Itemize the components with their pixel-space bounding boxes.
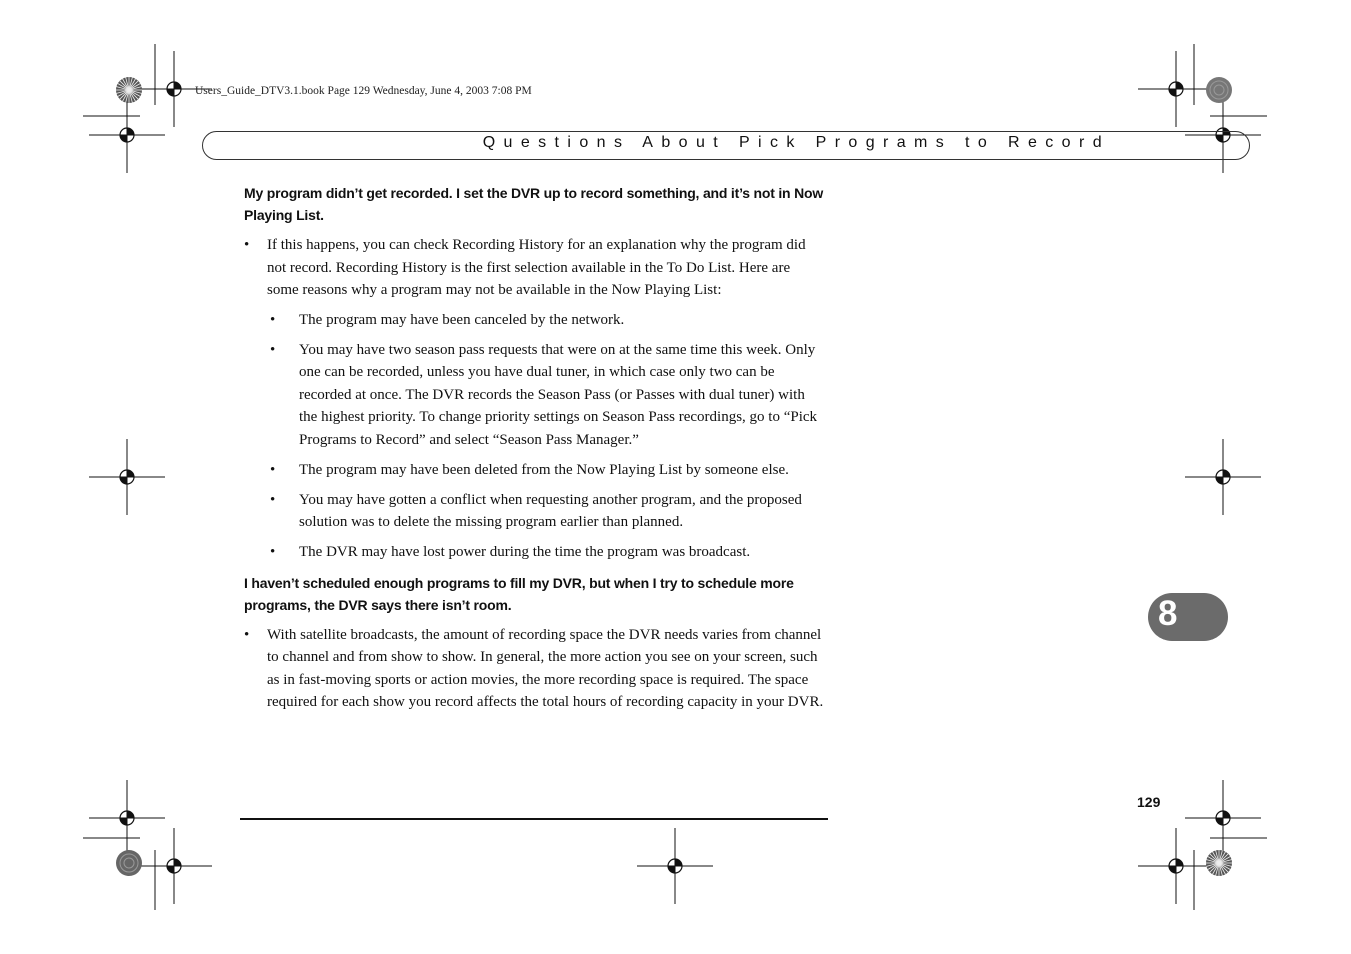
bullet-icon: •	[270, 461, 276, 478]
bullet-text: If this happens, you can check Recording History for an explanation why the program did not record. Recording History is the first selection available in the To Do List. Here are some reasons why a program may not be available in the Now Playing List:	[267, 237, 806, 298]
sub-list-item	[244, 541, 824, 564]
bullet-text: With satellite broadcasts, the amount of recording space the DVR needs varies from channel to channel and from show to show. In general, the more action you see on your screen, such as in fast-moving sports or action movies, the more recording space is required. The space required for each show you record affects the total hours of recording capacity in your DVR.	[267, 626, 824, 710]
starburst-icon	[1206, 77, 1232, 103]
sub-list-item	[244, 309, 824, 332]
crosshair-icon	[1138, 51, 1214, 127]
starburst-icon	[116, 77, 142, 103]
crosshair-icon	[637, 828, 713, 904]
crosshair-icon	[1185, 780, 1261, 856]
starburst-icon	[116, 850, 142, 876]
page-body	[244, 182, 824, 721]
list-item	[244, 234, 824, 302]
chapter-tab-number: 8	[1158, 594, 1178, 633]
bullet-icon: •	[244, 237, 250, 253]
crosshair-icon	[89, 780, 165, 856]
crosshair-icon	[1185, 439, 1261, 515]
crosshair-icon	[136, 828, 212, 904]
page-number: 129	[1137, 794, 1161, 810]
bullet-icon: •	[270, 544, 276, 560]
bullet-icon: •	[270, 491, 276, 508]
starburst-icon	[1206, 850, 1232, 876]
bullet-icon: •	[270, 341, 276, 358]
sub-bullet-text: The program may have been canceled by the network.	[299, 311, 625, 328]
sub-bullet-text: The DVR may have lost power during the time the program was broadcast.	[299, 544, 751, 560]
crosshair-icon	[89, 97, 165, 173]
crosshair-icon	[89, 439, 165, 515]
sub-list-item	[244, 459, 824, 482]
bullet-icon: •	[270, 311, 276, 328]
file-slug: Users_Guide_DTV3.1.book Page 129 Wednesday, June 4, 2003 7:08 PM	[195, 85, 532, 97]
sub-bullet-text: You may have gotten a conflict when requesting another program, and the proposed solution was to delete the missing program earlier than planned.	[299, 491, 802, 530]
list-item	[244, 624, 824, 714]
footer-rule	[240, 818, 828, 820]
crosshair-icon	[1138, 828, 1214, 904]
bullet-icon: •	[244, 626, 250, 643]
sub-bullet-text: The program may have been deleted from the Now Playing List by someone else.	[299, 461, 789, 478]
page-header-title: Questions About Pick Programs to Record	[482, 134, 1110, 151]
question-heading: My program didn’t get recorded. I set the DVR up to record something, and it’s not in Now Playing List.	[244, 185, 824, 223]
sub-list-item	[244, 489, 824, 534]
sub-bullet-text: You may have two season pass requests that were on at the same time this week. Only one can be recorded, unless you have dual tuner, in which case only two can be recorded at once. The DVR records the Season Pass (or Passes with dual tuner) with the highest priority. To change priority settings on Season Pass recordings, go to “Pick Programs to Record” and select “Season Pass Manager.”	[299, 341, 818, 448]
sub-list-item	[244, 339, 824, 452]
question-heading: I haven’t scheduled enough programs to fill my DVR, but when I try to schedule more programs, the DVR says there isn’t room.	[244, 574, 794, 613]
